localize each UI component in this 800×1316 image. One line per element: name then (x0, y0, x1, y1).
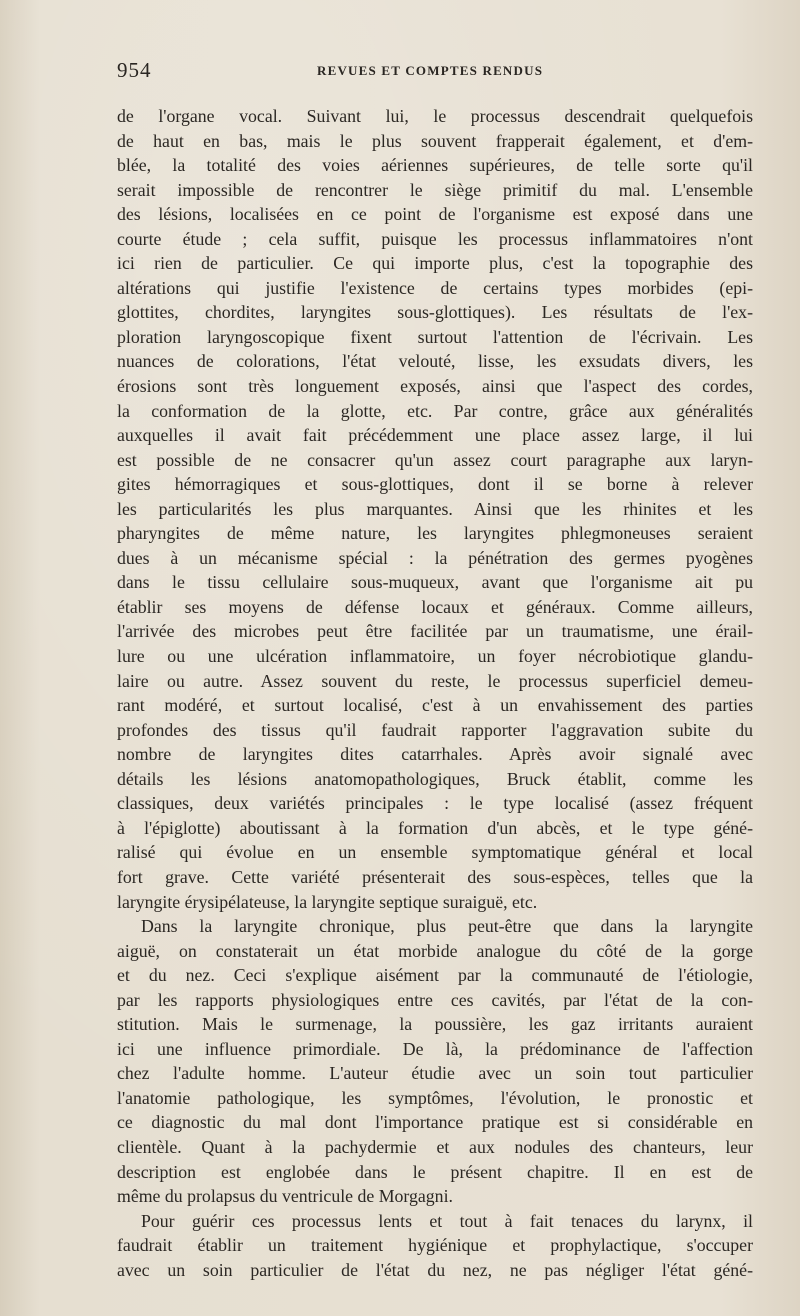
text-line: blée, la totalité des voies aériennes supérieures, de telle sorte qu'il (117, 155, 753, 176)
text-line: les particularités les plus marquantes. Ainsi que les rhinites et les (117, 498, 753, 519)
text-line: faudrait établir un traitement hygiénique et prophylactique, s'occuper (117, 1235, 753, 1256)
text-line: détails les lésions anatomopathologiques, Bruck établit, comme les (117, 768, 753, 789)
text-line: à l'épiglotte) aboutissant à la formation d'un abcès, et le type géné- (117, 817, 753, 838)
text-line: établir ses moyens de défense locaux et généraux. Comme ailleurs, (117, 596, 753, 617)
running-title: REVUES ET COMPTES RENDUS (317, 63, 544, 78)
text-line: auxquelles il avait fait précédemment une place assez large, il lui (117, 425, 753, 446)
text-line: Dans la laryngite chronique, plus peut-être que dans la laryngite (141, 916, 753, 937)
text-line: ce diagnostic du mal dont l'importance pratique est si considérable en (117, 1112, 753, 1133)
text-line: et du nez. Ceci s'explique aisément par la communauté de l'étiologie, (117, 965, 753, 986)
text-line: lure ou une ulcération inflammatoire, un foyer nécrobiotique glandu- (117, 646, 753, 667)
text-line: stitution. Mais le surmenage, la poussière, les gaz irritants auraient (117, 1014, 753, 1035)
text-line: par les rapports physiologiques entre ces cavités, par l'état de la con- (117, 989, 753, 1010)
text-line: laryngite érysipélateuse, la laryngite septique suraiguë, etc. (117, 891, 538, 912)
text-line: est possible de ne consacrer qu'un assez court paragraphe aux laryn- (117, 449, 753, 470)
text-line: ralisé qui évolue en un ensemble symptomatique général et local (117, 842, 753, 863)
text-line: même du prolapsus du ventricule de Morgagni. (117, 1186, 453, 1207)
body-text (117, 104, 753, 1282)
text-line: pharyngites de même nature, les laryngites phlegmoneuses seraient (117, 523, 753, 544)
text-line: rant modéré, et surtout localisé, c'est à un envahissement des parties (117, 695, 753, 716)
text-line: gites hémorragiques et sous-glottiques, dont il se borne à relever (117, 474, 753, 495)
text-line: laire ou autre. Assez souvent du reste, le processus superficiel demeu- (117, 670, 753, 691)
text-line: érosions sont très longuement exposés, ainsi que l'aspect des cordes, (117, 376, 753, 397)
text-line: chez l'adulte homme. L'auteur étudie avec un soin tout particulier (117, 1063, 753, 1084)
text-line: fort grave. Cette variété présenterait des sous-espèces, telles que la (117, 866, 753, 887)
text-line: glottites, chordites, laryngites sous-glottiques). Les résultats de l'ex- (117, 302, 753, 323)
text-line: altérations qui justifie l'existence de certains types morbides (epi- (117, 277, 753, 298)
text-line: l'arrivée des microbes peut être facilitée par un traumatisme, une érail- (117, 621, 753, 642)
text-line: classiques, deux variétés principales : le type localisé (assez fréquent (117, 793, 753, 814)
text-line: ici une influence primordiale. De là, la prédominance de l'affection (117, 1038, 753, 1059)
text-line: avec un soin particulier de l'état du nez, ne pas négliger l'état géné- (117, 1259, 753, 1280)
text-line: nombre de laryngites dites catarrhales. Après avoir signalé avec (117, 744, 753, 765)
text-line: des lésions, localisées en ce point de l'organisme est exposé dans une (117, 204, 753, 225)
text-line: dans le tissu cellulaire sous-muqueux, avant que l'organisme ait pu (117, 572, 753, 593)
text-line: profondes des tissus qu'il faudrait rapporter l'aggravation subite du (117, 719, 753, 740)
text-line: aiguë, on constaterait un état morbide analogue du côté de la gorge (117, 940, 753, 961)
running-head (117, 58, 753, 82)
text-line: serait impossible de rencontrer le siège primitif du mal. L'ensemble (117, 179, 753, 200)
text-line: de l'organe vocal. Suivant lui, le processus descendrait quelquefois (117, 106, 753, 126)
page-number: 954 (117, 58, 152, 82)
text-line: description est englobée dans le présent chapitre. Il en est de (117, 1161, 753, 1182)
text-line: ici rien de particulier. Ce qui importe plus, c'est la topographie des (117, 253, 753, 274)
text-line: Pour guérir ces processus lents et tout à fait tenaces du larynx, il (141, 1210, 753, 1231)
text-line: nuances de colorations, l'état velouté, lisse, les exsudats divers, les (117, 351, 753, 372)
text-line: courte étude ; cela suffit, puisque les processus inflammatoires n'ont (117, 228, 753, 249)
text-line: clientèle. Quant à la pachydermie et aux nodules des chanteurs, leur (117, 1136, 753, 1157)
text-line: ploration laryngoscopique fixent surtout l'attention de l'écrivain. Les (117, 326, 753, 347)
text-line: l'anatomie pathologique, les symptômes, l'évolution, le pronostic et (117, 1087, 753, 1108)
text-line: dues à un mécanisme spécial : la pénétration des germes pyogènes (117, 547, 753, 568)
text-line: la conformation de la glotte, etc. Par contre, grâce aux généralités (117, 400, 753, 421)
text-line: de haut en bas, mais le plus souvent frapperait également, et d'em- (117, 130, 753, 151)
